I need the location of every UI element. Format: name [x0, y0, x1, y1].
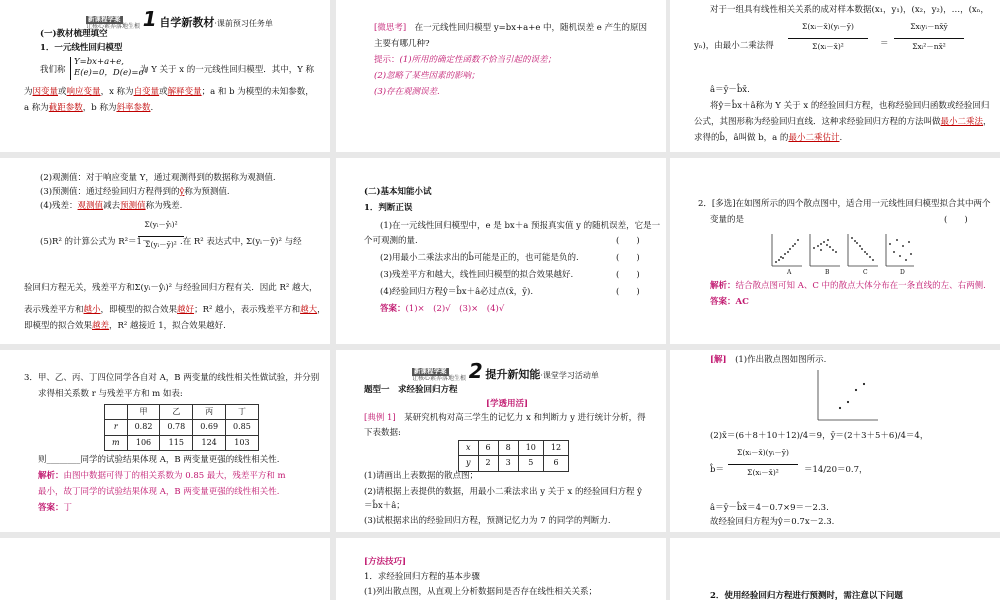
method-heading: 1．求经验回归方程的基本步骤 — [364, 572, 480, 582]
table-cell: 丁 — [226, 405, 259, 420]
step-line: (3)试根据求出的经验回归方程，预测记忆力为 7 的同学的判断力. — [364, 516, 611, 526]
table-cell: 8 — [498, 441, 518, 456]
answer-line: 答案：(1)× (2)√ (3)× (4)√ — [380, 304, 505, 314]
method-line: (1)列出散点图，从直观上分析数据间是否存在线性相关关系； — [364, 587, 598, 597]
table-header-row — [105, 405, 259, 420]
solution-line: 故经验回归方程为ŷ＝0.7x－2.3. — [710, 517, 835, 527]
answer-bracket: ( ) — [616, 236, 640, 246]
slide-9 — [670, 350, 1000, 532]
text-line: (4)残差：观测值减去预测值称为残差. — [40, 201, 183, 211]
solution-line: (2)x̄＝(6＋8＋10＋12)/4＝9，ȳ＝(2＋3＋5＋6)/4＝4， — [710, 431, 929, 441]
table-cell: 103 — [226, 435, 259, 450]
text-line: â＝ȳ－b̂x̄. — [710, 85, 750, 95]
r-squared-fraction: Σ(yᵢ－ŷᵢ)² Σ(yᵢ－ȳ)² — [138, 220, 184, 249]
table-row — [459, 456, 569, 471]
text-line: 将ŷ＝b̂x＋â称为 Y 关于 x 的经验回归方程，也称经验回归函数或经验回归 — [710, 101, 990, 111]
answer-line: 答案：丁 — [38, 503, 73, 513]
solution-line: b̂＝ — [710, 465, 724, 475]
text-line: 公式，其图形称为经验回归直线．这种求经验回归方程的方法叫做最小二乘法， — [694, 117, 992, 127]
text-line: 为 Y 关于 x 的一元线性回归模型．其中，Y 称 — [140, 65, 315, 75]
table-cell: x — [459, 441, 479, 456]
step-line: ＝b̂x＋â； — [364, 501, 405, 511]
table-cell: 丙 — [193, 405, 226, 420]
slide-4 — [0, 158, 330, 344]
text-line: a 称为截距参数，b 称为斜率参数. — [24, 103, 154, 113]
table-cell: 0.78 — [160, 420, 193, 435]
text-line: yₙ)，由最小二乘法得 — [694, 41, 774, 51]
slide-11 — [336, 538, 666, 600]
scatter-a — [772, 234, 802, 266]
correlation-table — [104, 404, 259, 451]
question-line: 2．[多选]在如图所示的四个散点图中，适合用一元线性回归模型拟合其中两个 — [698, 199, 991, 209]
plot-label: D — [900, 269, 905, 276]
analysis-line: 最小，故丁同学的试验结果体现 A，B 两变量更强的线性相关性. — [38, 487, 280, 497]
heading: (二)基本知能小试 — [364, 187, 432, 197]
table-cell: m — [105, 435, 128, 450]
text-line: 即模型的拟合效果越差，R² 越接近 1，拟合效果越好. — [24, 321, 226, 331]
slide-12 — [670, 538, 1000, 600]
method-heading: 2．使用经验回归方程进行预测时，需注意以下问题 — [710, 591, 903, 600]
judge-item: (1)在一元线性回归模型中，e 是 bx＋a 预报真实值 y 的随机误差，它是一 — [380, 221, 661, 231]
judge-item: (2)用最小二乘法求出的b̂可能是正的，也可能是负的. — [380, 253, 579, 263]
data-table — [458, 440, 569, 472]
slide-6 — [670, 158, 1000, 344]
example-line: [典例 1] 某研究机构对高三学生的记忆力 x 和判断力 y 进行统计分析，得 — [364, 413, 646, 423]
brand-logo: 新课程学案 让核心素养落地生根 — [86, 15, 141, 30]
slide-3: 对于一组具有线性相关关系的成对样本数据(x₁，y₁)，(x₂，y₂)，…，(xₙ， yₙ)，由最小二乘法得 Σ(xᵢ－x̄)(yᵢ－ȳ) Σ(xᵢ－x̄)² ＝ Σxᵢyᵢ－nx̄ȳ Σxᵢ²－nx̄² â＝ȳ－b̂x̄. 将ŷ＝b̂x＋â称为 Y 关于 x 的经验回归方程，也称经验回归函数或经验回归 公式，其图形称为经验回归直线．这种求经验回归方程的方法叫做最小二乘法， 求得的b̂，â叫做 b，a 的最小二乘估计. — [670, 0, 1000, 152]
answer-bracket: ( ) — [616, 270, 640, 280]
table-cell: 甲 — [127, 405, 160, 420]
text-line: Σ(yᵢ－ȳ)² 与经 — [246, 237, 302, 247]
table-row — [459, 441, 569, 456]
text-line: (2)观测值：对于响应变量 Y，通过观测得到的数据称为观测值. — [40, 173, 276, 183]
section-subtitle: ·课前预习任务单 — [214, 19, 273, 28]
table-cell: 5 — [518, 456, 543, 471]
text-line: (3)预测值：通过经验回归方程得到的ŷ称为预测值. — [40, 187, 230, 197]
plot-label: A — [787, 269, 792, 276]
slide-7 — [0, 350, 330, 532]
solution-line: â＝ȳ－b̂x̄＝4－0.7×9＝－2.3. — [710, 503, 829, 513]
tag-label: [方法技巧] — [364, 557, 407, 567]
solution-line: [解] (1)作出散点图如图所示. — [710, 355, 827, 365]
section-subtitle: ·课堂学习活动单 — [540, 371, 599, 380]
step-line: (2)请根据上表提供的数据，用最小二乘法求出 y 关于 x 的经验回归方程 ŷ — [364, 487, 642, 497]
text-line: 对于一组具有线性相关关系的成对样本数据(x₁，y₁)，(x₂，y₂)，…，(xₙ， — [710, 5, 989, 15]
table-cell: 12 — [543, 441, 568, 456]
solution-scatter — [810, 368, 880, 426]
section-number: 1 — [142, 7, 157, 31]
table-cell: 6 — [543, 456, 568, 471]
table-cell: 124 — [193, 435, 226, 450]
answer-line: 提示：(1)所用的确定性函数不恰当引起的误差； — [374, 55, 557, 65]
question-line: 主要有哪几种? — [374, 39, 430, 49]
subheading: 1．一元线性回归模型 — [40, 43, 123, 53]
judge-item: (3)残差平方和越大，线性回归模型的拟合效果越好. — [380, 270, 574, 280]
answer-bracket: ( ) — [944, 215, 968, 225]
step-line: (1)请画出上表数据的散点图； — [364, 471, 479, 481]
slide-1 — [0, 0, 330, 152]
slope-fraction: Σ(xᵢ－x̄)(yᵢ－ȳ) Σ(xᵢ－x̄)² — [728, 448, 798, 477]
answer-line: (2)忽略了某些因素的影响； — [374, 71, 480, 81]
analysis-line: 解析：结合散点图可知 A、C 中的散点大体分布在一条直线的左、右两侧. — [710, 281, 986, 291]
slide-10 — [0, 538, 330, 600]
table-cell: 115 — [160, 435, 193, 450]
table-cell — [105, 405, 128, 420]
judge-item: 个可观测的量. — [364, 236, 418, 246]
answer-line: (3)存在观测误差. — [374, 87, 440, 97]
question-line: 求得相关系数 r 与残差平方和 m 如表: — [38, 389, 183, 399]
answer-line: 答案：AC — [710, 297, 749, 307]
question-line: 3．甲、乙、丙、丁四位同学各自对 A，B 两变量的线性相关性做试验，并分别 — [24, 373, 320, 383]
table-cell: 106 — [127, 435, 160, 450]
heading: (一)教材梳理填空 — [40, 29, 108, 39]
section-number: 2 — [468, 359, 483, 383]
table-cell: 2 — [478, 456, 498, 471]
section-header — [86, 4, 273, 35]
slope-fraction-2: Σxᵢyᵢ－nx̄ȳ Σxᵢ²－nx̄² — [894, 22, 964, 51]
table-cell: 0.85 — [226, 420, 259, 435]
solution-line: ＝14/20＝0.7， — [804, 465, 868, 475]
model-equation: Y=bx+a+e, E(e)=0，D(e)=σ² — [70, 57, 148, 80]
question-line: 变量的是 — [710, 215, 745, 225]
answer-bracket: ( ) — [616, 287, 640, 297]
table-cell: 0.82 — [127, 420, 160, 435]
subheading: 1．判断正误 — [364, 203, 413, 213]
tag-label: [学透用活] — [486, 399, 529, 409]
scatter-b — [810, 234, 840, 266]
question-line: 则________同学的试验结果体现 A，B 两变量更强的线性相关性. — [38, 455, 280, 465]
answer-bracket: ( ) — [616, 253, 640, 263]
scatter-c — [848, 234, 878, 266]
text-line: 求得的b̂，â叫做 b，a 的最小二乘估计. — [694, 133, 843, 143]
topic-heading: 题型一 求经验回归方程 — [364, 385, 458, 395]
table-cell: 3 — [498, 456, 518, 471]
table-cell: 6 — [478, 441, 498, 456]
table-cell: r — [105, 420, 128, 435]
text-line: .在 R² 表达式中， — [180, 237, 249, 247]
table-cell: y — [459, 456, 479, 471]
analysis-line: 解析：由图中数据可得丁的相关系数为 0.85 最大，残差平方和 m — [38, 471, 286, 481]
table-cell: 乙 — [160, 405, 193, 420]
text-line: 表示残差平方和越小，即模型的拟合效果越好；R² 越小，表示残差平方和越大， — [24, 305, 326, 315]
scatter-d — [886, 234, 914, 266]
plot-label: B — [825, 269, 830, 276]
table-cell: 0.69 — [193, 420, 226, 435]
brand-logo: 新课程学案 让核心素养落地生根 — [412, 367, 467, 382]
section-title: 自学新教材 — [159, 16, 215, 29]
table-cell: 10 — [518, 441, 543, 456]
judge-item: (4)经验回归方程ŷ＝b̂x＋â必过点(x̄，ȳ). — [380, 287, 534, 297]
table-row — [105, 420, 259, 435]
section-title: 提升新知能 — [485, 368, 541, 381]
slide-2 — [336, 0, 666, 152]
text-line: 为因变量或响应变量，x 称为自变量或解释变量；a 和 b 为模型的未知参数， — [24, 87, 314, 97]
question-line: [微思考] 在一元线性回归模型 y=bx+a+e 中，随机误差 e 产生的原因 — [374, 23, 647, 33]
example-line: 下表数据: — [364, 428, 401, 438]
slope-fraction-1: Σ(xᵢ－x̄)(yᵢ－ȳ) Σ(xᵢ－x̄)² — [788, 22, 868, 51]
table-row — [105, 435, 259, 450]
text-line: 验回归方程无关，残差平方和Σ(yᵢ－ŷᵢ)² 与经验回归方程有关．因此 R² 越大， — [24, 283, 318, 293]
text-line: 我们称 — [40, 65, 66, 75]
text-line: (5)R² 的计算公式为 R²＝1－ — [40, 237, 151, 247]
plot-label: C — [863, 269, 868, 276]
slide-8 — [336, 350, 666, 532]
section-header — [412, 356, 599, 387]
slide-5 — [336, 158, 666, 344]
